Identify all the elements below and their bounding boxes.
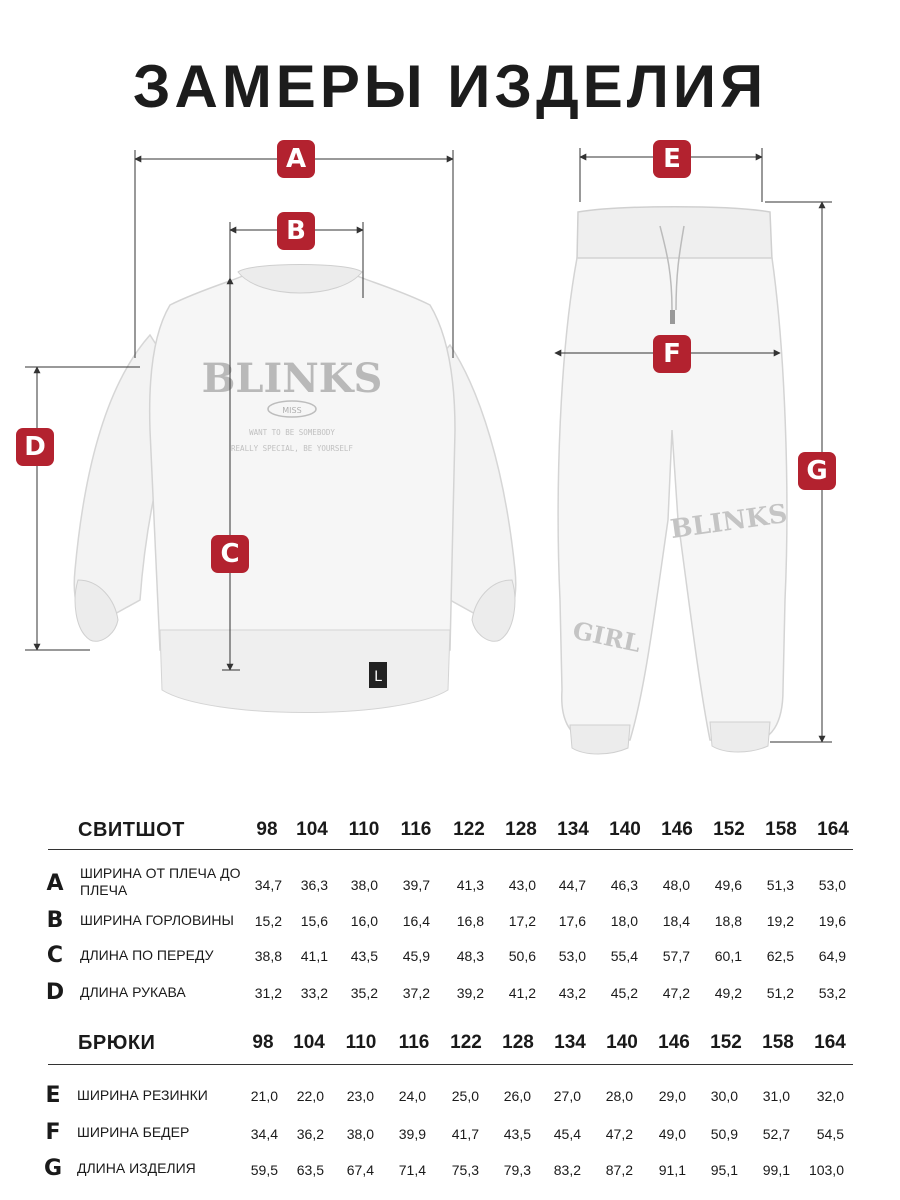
- cell: 48,3: [456, 948, 484, 964]
- cell: 16,4: [402, 913, 430, 929]
- size-header: 104: [293, 1032, 325, 1053]
- cell: 17,6: [558, 913, 586, 929]
- table-row: [0, 943, 900, 973]
- cell: 51,3: [766, 877, 794, 893]
- cell: 63,5: [296, 1162, 324, 1178]
- row-label: ДЛИНА ИЗДЕЛИЯ: [77, 1160, 196, 1176]
- table-row: [0, 980, 900, 1010]
- cell: 53,0: [818, 877, 846, 893]
- divider: [48, 849, 853, 850]
- cell: 44,7: [558, 877, 586, 893]
- cell: 43,0: [508, 877, 536, 893]
- cell: 103,0: [808, 1162, 844, 1178]
- badge-a: A: [277, 140, 315, 178]
- cell: 55,4: [610, 948, 638, 964]
- cell: 75,3: [451, 1162, 479, 1178]
- cell: 15,2: [254, 913, 282, 929]
- cell: 17,2: [508, 913, 536, 929]
- badge-e: E: [653, 140, 691, 178]
- size-header: 128: [502, 1032, 534, 1053]
- garments-drawing: [0, 130, 900, 770]
- table-row: [0, 1120, 900, 1150]
- row-letter: B: [46, 908, 64, 933]
- size-header: 134: [557, 819, 589, 840]
- cell: 31,0: [762, 1088, 790, 1104]
- cell: 28,0: [605, 1088, 633, 1104]
- cell: 41,3: [456, 877, 484, 893]
- size-header: 164: [817, 819, 849, 840]
- cell: 39,2: [456, 985, 484, 1001]
- size-header: 140: [606, 1032, 638, 1053]
- badge-d: D: [16, 428, 54, 466]
- cell: 16,8: [456, 913, 484, 929]
- sweatshirt-drawing: [74, 265, 515, 713]
- cell: 38,0: [350, 877, 378, 893]
- cell: 38,8: [254, 948, 282, 964]
- cell: 38,0: [346, 1126, 374, 1142]
- badge-c: C: [211, 535, 249, 573]
- cell: 34,7: [254, 877, 282, 893]
- cell: 27,0: [553, 1088, 581, 1104]
- cell: 49,0: [658, 1126, 686, 1142]
- page-title: ЗАМЕРЫ ИЗДЕЛИЯ: [132, 53, 768, 120]
- table-row: [0, 1083, 900, 1113]
- cell: 83,2: [553, 1162, 581, 1178]
- table-header: [0, 1028, 900, 1058]
- cell: 57,7: [662, 948, 690, 964]
- size-header: 116: [400, 819, 432, 840]
- size-header: 104: [296, 819, 328, 840]
- cell: 30,0: [710, 1088, 738, 1104]
- cell: 59,5: [250, 1162, 278, 1178]
- cell: 19,6: [818, 913, 846, 929]
- cell: 39,7: [402, 877, 430, 893]
- row-label: ДЛИНА ПО ПЕРЕДУ: [80, 947, 214, 963]
- cell: 22,0: [296, 1088, 324, 1104]
- size-label: L: [374, 669, 382, 685]
- badge-g: G: [798, 452, 836, 490]
- cell: 47,2: [605, 1126, 633, 1142]
- size-header: 110: [345, 1032, 377, 1053]
- cell: 32,0: [816, 1088, 844, 1104]
- cell: 95,1: [710, 1162, 738, 1178]
- size-header: 98: [252, 1032, 274, 1053]
- divider: [48, 1064, 853, 1065]
- cell: 49,6: [714, 877, 742, 893]
- cell: 39,9: [398, 1126, 426, 1142]
- size-header: 146: [661, 819, 693, 840]
- size-header: 158: [762, 1032, 794, 1053]
- size-header: 122: [450, 1032, 482, 1053]
- size-header: 116: [398, 1032, 430, 1053]
- cell: 64,9: [818, 948, 846, 964]
- table-row: [0, 1156, 900, 1186]
- size-header: 128: [505, 819, 537, 840]
- row-letter: G: [43, 1156, 63, 1181]
- size-header: 98: [256, 819, 278, 840]
- cell: 29,0: [658, 1088, 686, 1104]
- cell: 91,1: [658, 1162, 686, 1178]
- cell: 45,2: [610, 985, 638, 1001]
- cell: 67,4: [346, 1162, 374, 1178]
- table-row: [0, 865, 900, 905]
- cell: 18,8: [714, 913, 742, 929]
- sweatshirt-print-tag: MISS: [282, 406, 302, 415]
- cell: 21,0: [250, 1088, 278, 1104]
- row-label: ДЛИНА РУКАВА: [80, 984, 186, 1000]
- row-label: ШИРИНА БЕДЕР: [77, 1124, 190, 1140]
- cell: 43,2: [558, 985, 586, 1001]
- cell: 51,2: [766, 985, 794, 1001]
- cell: 60,1: [714, 948, 742, 964]
- size-header: 164: [814, 1032, 846, 1053]
- cell: 46,3: [610, 877, 638, 893]
- pants-print-brand: BLINKS: [668, 499, 790, 546]
- cell: 36,2: [296, 1126, 324, 1142]
- size-header: 152: [710, 1032, 742, 1053]
- cell: 41,1: [300, 948, 328, 964]
- cell: 50,6: [508, 948, 536, 964]
- row-label: ШИРИНА ОТ ПЛЕЧА ДО ПЛЕЧА: [80, 865, 241, 898]
- pants-drawing: [558, 207, 789, 754]
- cell: 31,2: [254, 985, 282, 1001]
- cell: 18,4: [662, 913, 690, 929]
- cell: 34,4: [250, 1126, 278, 1142]
- size-header: 152: [713, 819, 745, 840]
- cell: 99,1: [762, 1162, 790, 1178]
- sweatshirt-print-slogan1: WANT TO BE SOMEBODY: [249, 428, 335, 437]
- row-letter: F: [45, 1120, 61, 1145]
- measurement-illustration: [0, 130, 900, 770]
- cell: 62,5: [766, 948, 794, 964]
- table-row: [0, 908, 900, 938]
- cell: 41,7: [451, 1126, 479, 1142]
- cell: 45,4: [553, 1126, 581, 1142]
- size-header: 110: [348, 819, 380, 840]
- cell: 53,0: [558, 948, 586, 964]
- size-header: 122: [453, 819, 485, 840]
- row-letter: D: [45, 980, 65, 1005]
- cell: 18,0: [610, 913, 638, 929]
- cell: 54,5: [816, 1126, 844, 1142]
- cell: 36,3: [300, 877, 328, 893]
- table-header: [0, 815, 900, 845]
- sweatshirt-print-brand: BLINKS: [201, 355, 383, 402]
- row-label: ШИРИНА РЕЗИНКИ: [77, 1087, 208, 1103]
- row-label: ШИРИНА ГОРЛОВИНЫ: [80, 912, 234, 928]
- cell: 16,0: [350, 913, 378, 929]
- cell: 43,5: [350, 948, 378, 964]
- size-header: 158: [765, 819, 797, 840]
- cell: 50,9: [710, 1126, 738, 1142]
- cell: 23,0: [346, 1088, 374, 1104]
- cell: 33,2: [300, 985, 328, 1001]
- sweatshirt-print-slogan2: REALLY SPECIAL, BE YOURSELF: [231, 444, 353, 453]
- row-letter: A: [46, 871, 64, 896]
- cell: 26,0: [503, 1088, 531, 1104]
- cell: 48,0: [662, 877, 690, 893]
- table-title: СВИТШОТ: [78, 819, 185, 841]
- cell: 49,2: [714, 985, 742, 1001]
- cell: 71,4: [398, 1162, 426, 1178]
- pants-print-word: GIRL: [570, 615, 644, 658]
- row-letter: E: [45, 1083, 61, 1108]
- cell: 41,2: [508, 985, 536, 1001]
- cell: 53,2: [818, 985, 846, 1001]
- cell: 79,3: [503, 1162, 531, 1178]
- table-title: БРЮКИ: [78, 1032, 156, 1054]
- cell: 25,0: [451, 1088, 479, 1104]
- cell: 45,9: [402, 948, 430, 964]
- cell: 19,2: [766, 913, 794, 929]
- cell: 43,5: [503, 1126, 531, 1142]
- cell: 15,6: [300, 913, 328, 929]
- size-header: 146: [658, 1032, 690, 1053]
- size-header: 140: [609, 819, 641, 840]
- cell: 24,0: [398, 1088, 426, 1104]
- cell: 47,2: [662, 985, 690, 1001]
- cell: 52,7: [762, 1126, 790, 1142]
- badge-f: F: [653, 335, 691, 373]
- badge-b: B: [277, 212, 315, 250]
- size-header: 134: [554, 1032, 586, 1053]
- row-letter: C: [46, 943, 64, 968]
- cell: 87,2: [605, 1162, 633, 1178]
- cell: 35,2: [350, 985, 378, 1001]
- cell: 37,2: [402, 985, 430, 1001]
